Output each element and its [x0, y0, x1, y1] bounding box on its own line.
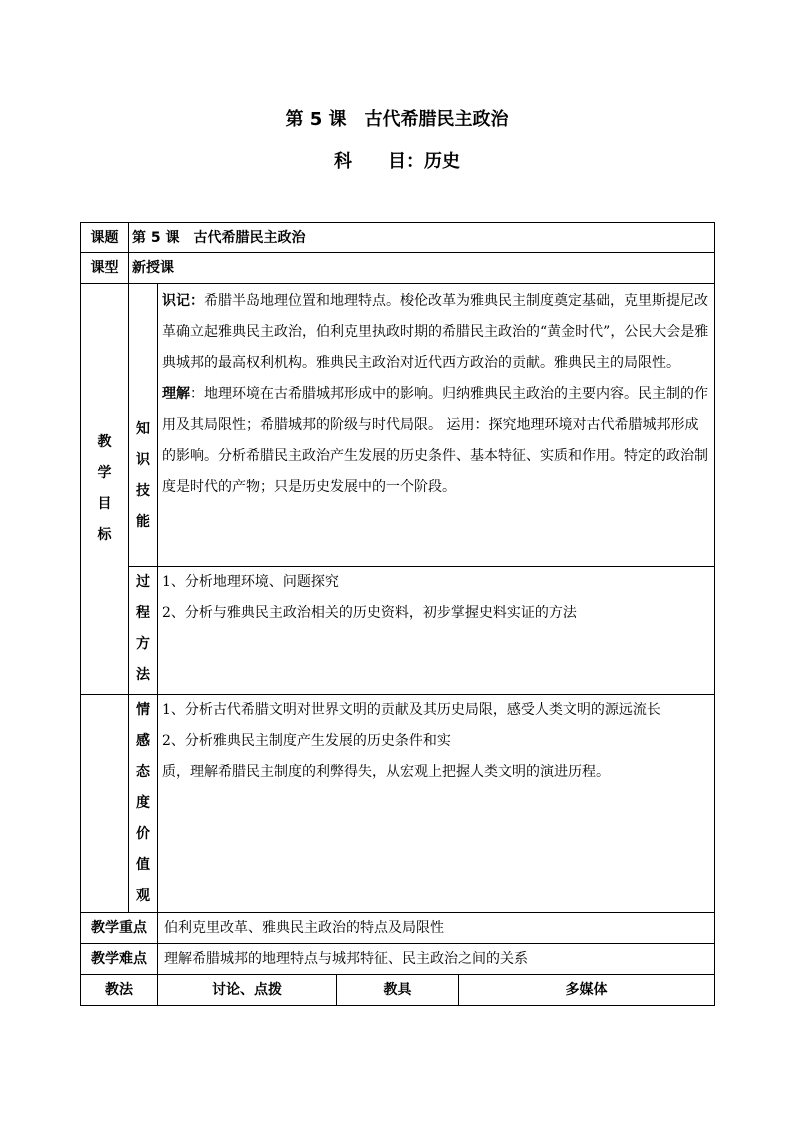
process-char: 法 — [136, 667, 150, 683]
understand-text: ：地理环境在古希腊城邦形成中的影响。归纳雅典民主政治的主要内容。民主制的作用及其局限性；希腊城邦的阶级与时代局限。 运用：探究地理环境对古代希腊城邦形成的影响。分析希腊民主政治产生发展的历史条件、基本特征、实质和作用。特定的政治制度是时代的产物；只是历史发展中的一个阶段。 — [162, 386, 708, 495]
understand-heading: 理解 — [162, 386, 190, 402]
emotion-content — [158, 695, 715, 913]
objectives-char: 教 — [97, 434, 112, 450]
knowledge-label — [129, 284, 158, 567]
lesson-plan-table — [80, 222, 715, 1006]
process-char: 过 — [136, 574, 150, 590]
memorize-paragraph — [162, 286, 711, 379]
emotion-char: 情 — [136, 702, 150, 718]
type-label: 课型 — [81, 253, 129, 284]
process-char: 程 — [136, 605, 150, 621]
type-value: 新授课 — [129, 253, 715, 284]
page-title: 第 5 课 古代希腊民主政治 — [285, 109, 509, 130]
subject-line: 科 目：历史 — [334, 151, 460, 172]
emotion-blank-cell — [81, 695, 129, 913]
process-item: 2、分析与雅典民主政治相关的历史资料，初步掌握史料实证的方法 — [162, 605, 577, 621]
process-char: 方 — [136, 636, 150, 652]
knowledge-content — [158, 284, 715, 567]
emotion-item: 质，理解希腊民主制度的利弊得失，从宏观上把握人类文明的演进历程。 — [162, 764, 610, 780]
tools-label: 教具 — [337, 975, 459, 1006]
emotion-char: 感 — [136, 733, 150, 749]
process-content — [158, 567, 715, 695]
row-process — [81, 567, 715, 695]
difficulties-value: 理解希腊城邦的地理特点与城邦特征、民主政治之间的关系 — [158, 944, 715, 975]
objectives-char: 目 — [97, 496, 112, 512]
row-topic — [81, 223, 715, 253]
emotion-char: 价 — [136, 826, 150, 842]
emotion-item: 1、分析古代希腊文明对世界文明的贡献及其历史局限，感受人类文明的源远流长 — [162, 702, 661, 718]
process-label — [129, 567, 158, 695]
emotion-char: 观 — [136, 888, 150, 904]
knowledge-char: 技 — [136, 483, 150, 499]
method-label: 教法 — [81, 975, 158, 1006]
knowledge-char: 能 — [136, 514, 150, 530]
knowledge-char: 知 — [136, 421, 150, 437]
topic-label: 课题 — [81, 223, 129, 253]
emotion-label — [129, 695, 158, 913]
emotion-char: 态 — [136, 764, 150, 780]
row-type — [81, 253, 715, 284]
row-knowledge — [81, 284, 715, 567]
row-method-tools — [81, 975, 715, 1006]
key-points-value: 伯利克里改革、雅典民主政治的特点及局限性 — [158, 913, 715, 944]
key-points-label: 教学重点 — [81, 913, 158, 944]
emotion-item: 2、分析雅典民主制度产生发展的历史条件和实 — [162, 733, 451, 749]
emotion-char: 度 — [136, 795, 150, 811]
method-value: 讨论、点拨 — [158, 975, 337, 1006]
difficulties-label: 教学难点 — [81, 944, 158, 975]
row-difficulties — [81, 944, 715, 975]
memorize-text: 希腊半岛地理位置和地理特点。梭伦改革为雅典民主制度奠定基础，克里斯提尼改革确立起雅典民主政治，伯利克里执政时期的希腊民主政治的“黄金时代”，公民大会是雅典城邦的最高权利机构。雅典民主政治对近代西方政治的贡献。雅典民主的局限性。 — [162, 293, 709, 371]
topic-value: 第 5 课 古代希腊民主政治 — [129, 223, 715, 253]
memorize-heading: 识记： — [162, 293, 204, 309]
knowledge-char: 识 — [136, 452, 150, 468]
emotion-char: 值 — [136, 857, 150, 873]
understand-paragraph — [162, 379, 711, 503]
row-key-points — [81, 913, 715, 944]
tools-value: 多媒体 — [459, 975, 715, 1006]
process-item: 1、分析地理环境、问题探究 — [162, 574, 339, 590]
objectives-char: 学 — [97, 465, 112, 481]
objectives-label — [81, 284, 129, 695]
objectives-char: 标 — [97, 527, 112, 543]
row-emotion — [81, 695, 715, 913]
